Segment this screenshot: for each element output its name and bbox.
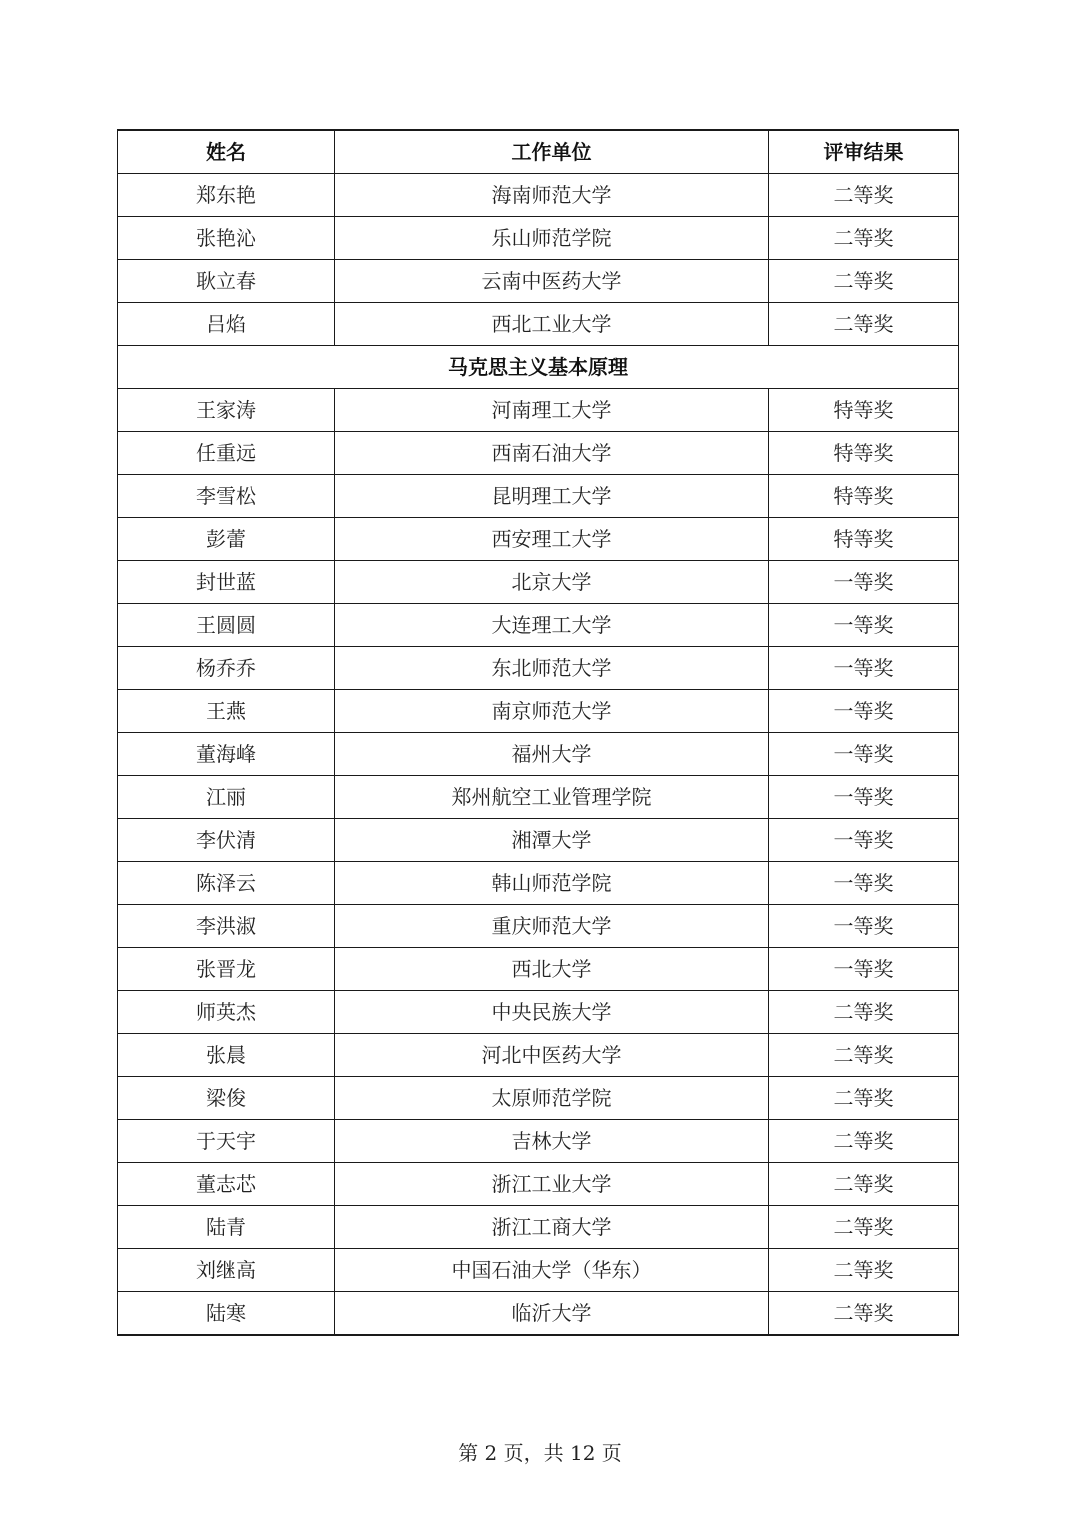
table-row [118, 260, 959, 303]
cell-result: 一等奖 [769, 776, 959, 819]
cell-name: 刘继高 [118, 1249, 335, 1292]
table-row [118, 905, 959, 948]
cell-name: 王圆圆 [118, 604, 335, 647]
cell-result: 二等奖 [769, 1292, 959, 1336]
cell-name: 彭蕾 [118, 518, 335, 561]
table-row [118, 776, 959, 819]
cell-unit: 重庆师范大学 [335, 905, 769, 948]
cell-result: 二等奖 [769, 217, 959, 260]
cell-unit: 南京师范大学 [335, 690, 769, 733]
cell-result: 二等奖 [769, 174, 959, 217]
cell-unit: 韩山师范学院 [335, 862, 769, 905]
table-row [118, 1120, 959, 1163]
cell-unit: 河南理工大学 [335, 389, 769, 432]
cell-name: 张晋龙 [118, 948, 335, 991]
table-row [118, 948, 959, 991]
header-result: 评审结果 [769, 130, 959, 174]
cell-unit: 东北师范大学 [335, 647, 769, 690]
cell-unit: 西南石油大学 [335, 432, 769, 475]
cell-unit: 中国石油大学（华东） [335, 1249, 769, 1292]
table-row [118, 174, 959, 217]
cell-name: 封世蓝 [118, 561, 335, 604]
cell-result: 二等奖 [769, 1249, 959, 1292]
cell-result: 一等奖 [769, 733, 959, 776]
table-row [118, 432, 959, 475]
cell-result: 二等奖 [769, 1206, 959, 1249]
table-header-row [118, 130, 959, 174]
table-row [118, 862, 959, 905]
cell-name: 耿立春 [118, 260, 335, 303]
cell-result: 一等奖 [769, 604, 959, 647]
cell-unit: 大连理工大学 [335, 604, 769, 647]
cell-result: 二等奖 [769, 991, 959, 1034]
cell-unit: 福州大学 [335, 733, 769, 776]
header-unit: 工作单位 [335, 130, 769, 174]
cell-name: 李雪松 [118, 475, 335, 518]
cell-result: 一等奖 [769, 905, 959, 948]
cell-name: 梁俊 [118, 1077, 335, 1120]
table-row [118, 1077, 959, 1120]
page-number: 第 2 页，共 12 页 [458, 1441, 622, 1465]
cell-name: 李洪淑 [118, 905, 335, 948]
table-row [118, 1206, 959, 1249]
table-row [118, 819, 959, 862]
cell-result: 二等奖 [769, 1077, 959, 1120]
cell-unit: 河北中医药大学 [335, 1034, 769, 1077]
table-row [118, 518, 959, 561]
cell-result: 二等奖 [769, 1163, 959, 1206]
table-row [118, 690, 959, 733]
cell-unit: 中央民族大学 [335, 991, 769, 1034]
table-row [118, 647, 959, 690]
cell-name: 董海峰 [118, 733, 335, 776]
award-results-table [117, 129, 959, 1336]
table-row [118, 604, 959, 647]
cell-result: 特等奖 [769, 389, 959, 432]
table-row [118, 1249, 959, 1292]
table-body [118, 174, 959, 1336]
cell-result: 二等奖 [769, 260, 959, 303]
cell-unit: 太原师范学院 [335, 1077, 769, 1120]
cell-name: 张艳沁 [118, 217, 335, 260]
table-row [118, 991, 959, 1034]
table-row [118, 1034, 959, 1077]
cell-unit: 吉林大学 [335, 1120, 769, 1163]
cell-name: 师英杰 [118, 991, 335, 1034]
cell-name: 张晨 [118, 1034, 335, 1077]
cell-result: 一等奖 [769, 948, 959, 991]
cell-result: 二等奖 [769, 1120, 959, 1163]
cell-unit: 西北大学 [335, 948, 769, 991]
cell-name: 任重远 [118, 432, 335, 475]
cell-result: 一等奖 [769, 647, 959, 690]
cell-unit: 郑州航空工业管理学院 [335, 776, 769, 819]
cell-result: 特等奖 [769, 432, 959, 475]
cell-name: 陆青 [118, 1206, 335, 1249]
cell-result: 一等奖 [769, 862, 959, 905]
table-row [118, 561, 959, 604]
cell-result: 二等奖 [769, 1034, 959, 1077]
cell-name: 王燕 [118, 690, 335, 733]
cell-name: 郑东艳 [118, 174, 335, 217]
cell-unit: 浙江工业大学 [335, 1163, 769, 1206]
cell-name: 陆寒 [118, 1292, 335, 1336]
cell-result: 二等奖 [769, 303, 959, 346]
cell-result: 特等奖 [769, 475, 959, 518]
cell-result: 一等奖 [769, 561, 959, 604]
cell-unit: 西北工业大学 [335, 303, 769, 346]
cell-unit: 昆明理工大学 [335, 475, 769, 518]
table-row [118, 475, 959, 518]
cell-unit: 乐山师范学院 [335, 217, 769, 260]
cell-name: 江丽 [118, 776, 335, 819]
section-row [118, 346, 959, 389]
cell-name: 李伏清 [118, 819, 335, 862]
table-row [118, 217, 959, 260]
cell-unit: 云南中医药大学 [335, 260, 769, 303]
cell-unit: 湘潭大学 [335, 819, 769, 862]
header-name: 姓名 [118, 130, 335, 174]
cell-result: 一等奖 [769, 819, 959, 862]
cell-name: 王家涛 [118, 389, 335, 432]
cell-unit: 北京大学 [335, 561, 769, 604]
section-title: 马克思主义基本原理 [118, 346, 959, 389]
table-row [118, 1163, 959, 1206]
cell-unit: 海南师范大学 [335, 174, 769, 217]
table-row [118, 303, 959, 346]
cell-unit: 临沂大学 [335, 1292, 769, 1336]
table-row [118, 733, 959, 776]
cell-name: 董志芯 [118, 1163, 335, 1206]
cell-result: 一等奖 [769, 690, 959, 733]
cell-unit: 西安理工大学 [335, 518, 769, 561]
table-row [118, 1292, 959, 1336]
cell-name: 于天宇 [118, 1120, 335, 1163]
cell-result: 特等奖 [769, 518, 959, 561]
cell-name: 陈泽云 [118, 862, 335, 905]
cell-name: 杨乔乔 [118, 647, 335, 690]
table-row [118, 389, 959, 432]
cell-unit: 浙江工商大学 [335, 1206, 769, 1249]
cell-name: 吕焰 [118, 303, 335, 346]
